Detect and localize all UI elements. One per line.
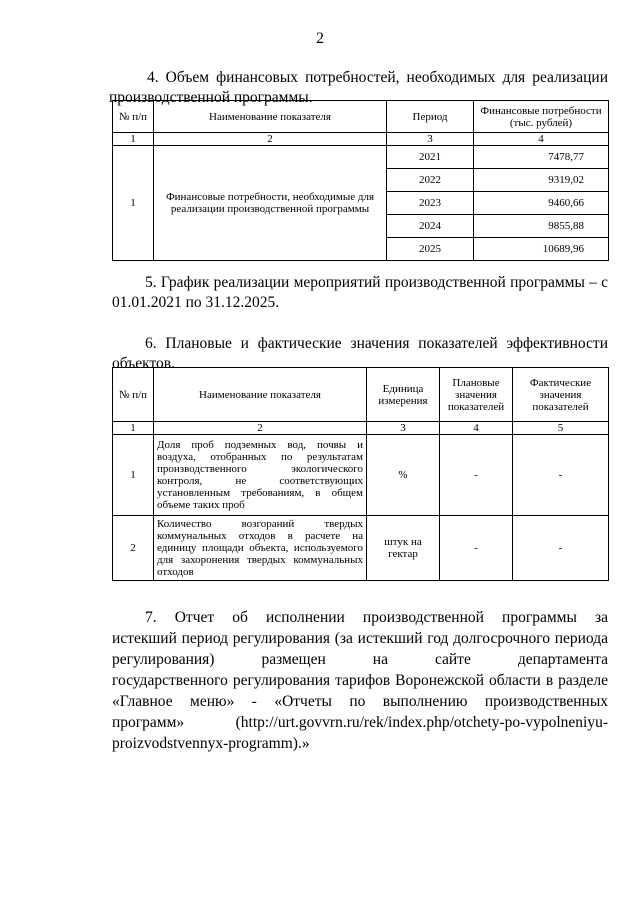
- t2-row-name: Количество возгораний твердых коммунальных отходов в расчете на единицу площади объекта, используемого для захоронения твердых коммунальных отходов: [154, 516, 367, 581]
- section-5-line-2: 01.01.2021 по 31.12.2025.: [112, 294, 280, 311]
- section-7-line: регулирования) размещен на сайте департамента: [112, 651, 608, 668]
- t1-period: 2022: [387, 169, 474, 192]
- t1-row-number: 1: [113, 146, 154, 261]
- t1-header-num: № п/п: [113, 101, 154, 133]
- t2-colnum-1: 1: [113, 422, 154, 435]
- section-6-line-1: 6. Плановые и фактические значения показателей эффективности: [145, 335, 608, 352]
- t1-colnum-4: 4: [474, 133, 609, 146]
- t2-header-unit: Единица измерения: [367, 368, 440, 422]
- t2-header-num: № п/п: [113, 368, 154, 422]
- section-7-line: государственного регулирования тарифов Воронежской области в разделе: [112, 672, 608, 689]
- t1-value: 9319,02: [474, 169, 609, 192]
- t2-row-planned: -: [440, 435, 513, 516]
- t2-row-name: Доля проб подземных вод, почвы и воздуха, отобранных по результатам производственного экологического контроля, не соответствующих установленным требованиям, в общем объеме таких проб: [154, 435, 367, 516]
- t2-colnum-4: 4: [440, 422, 513, 435]
- t2-row-actual: -: [513, 435, 609, 516]
- t2-colnum-2: 2: [154, 422, 367, 435]
- t2-row-actual: -: [513, 516, 609, 581]
- section-5-line-1: 5. График реализации мероприятий производственной программы – с: [145, 274, 608, 291]
- t1-value: 9460,66: [474, 192, 609, 215]
- section-4-line-2: производственной программы.: [109, 89, 313, 106]
- section-7-line: программ» (http://urt.govvrn.ru/rek/index.php/otchety-po-vypolneniyu-: [112, 714, 608, 731]
- t1-value: 10689,96: [474, 238, 609, 261]
- t1-colnum-3: 3: [387, 133, 474, 146]
- t2-row-num: 1: [113, 435, 154, 516]
- t2-header-name: Наименование показателя: [154, 368, 367, 422]
- t1-header-period: Период: [387, 101, 474, 133]
- t2-row-unit: штук на гектар: [367, 516, 440, 581]
- t2-header-planned: Плановые значения показателей: [440, 368, 513, 422]
- section-6-line-2: объектов.: [112, 355, 175, 372]
- t2-row-planned: -: [440, 516, 513, 581]
- efficiency-indicators-table: [112, 367, 609, 581]
- section-7-link-end[interactable]: proizvodstvennyx-programm).»: [112, 735, 310, 752]
- t1-period: 2021: [387, 146, 474, 169]
- t1-colnum-1: 1: [113, 133, 154, 146]
- t1-value: 7478,77: [474, 146, 609, 169]
- t2-colnum-5: 5: [513, 422, 609, 435]
- t1-period: 2023: [387, 192, 474, 215]
- financial-needs-table: [112, 100, 609, 261]
- t1-header-name: Наименование показателя: [154, 101, 387, 133]
- t2-row-num: 2: [113, 516, 154, 581]
- t1-period: 2024: [387, 215, 474, 238]
- section-7-line: «Главное меню» - «Отчеты по выполнению производственных: [112, 693, 608, 710]
- t1-value: 9855,88: [474, 215, 609, 238]
- section-7-text: [112, 607, 608, 754]
- section-4-line-1: 4. Объем финансовых потребностей, необходимых для реализации: [147, 69, 608, 86]
- t1-colnum-2: 2: [154, 133, 387, 146]
- section-7-line: 7. Отчет об исполнении производственной программы за: [145, 609, 608, 626]
- t2-colnum-3: 3: [367, 422, 440, 435]
- section-7-line: истекший период регулирования (за истекший год долгосрочного периода: [112, 630, 608, 647]
- t1-header-value: Финансовые потребности (тыс. рублей): [474, 101, 609, 133]
- t1-period: 2025: [387, 238, 474, 261]
- t2-header-actual: Фактические значения показателей: [513, 368, 609, 422]
- page-number: 2: [316, 30, 324, 47]
- t2-row-unit: %: [367, 435, 440, 516]
- t1-indicator: Финансовые потребности, необходимые для реализации производственной программы: [154, 146, 387, 261]
- section-5-text: [112, 273, 608, 313]
